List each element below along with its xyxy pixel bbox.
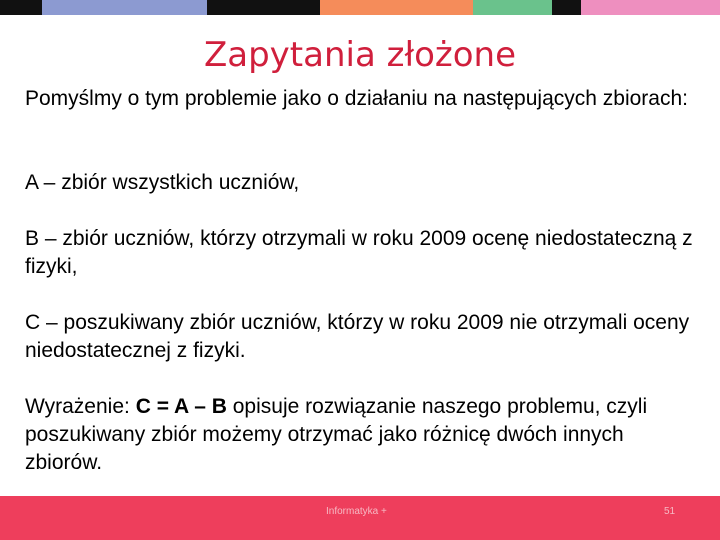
top-bar-segment bbox=[581, 0, 720, 15]
expression-prefix: Wyrażenie: bbox=[25, 395, 136, 418]
paragraph-intro: Pomyślmy o tym problemie jako o działaniu na następujących zbiorach: bbox=[25, 87, 688, 110]
page-number: 51 bbox=[664, 506, 676, 517]
paragraph-set-c: C – poszukiwany zbiór uczniów, którzy w roku 2009 nie otrzymali oceny niedostatecznej z fizyki. bbox=[25, 311, 690, 362]
top-bar-segment bbox=[42, 0, 207, 15]
top-color-bar bbox=[0, 0, 720, 15]
slide-title: Zapytania złożone bbox=[203, 35, 517, 75]
top-bar-segment bbox=[207, 0, 320, 15]
expression-description: opisuje rozwiązanie naszego problemu, czyli poszukiwany zbiór możemy otrzymać jako różnicę dwóch innych zbiorów. bbox=[25, 395, 648, 474]
top-bar-segment bbox=[473, 0, 552, 15]
footer-label: Informatyka + bbox=[326, 506, 387, 517]
top-bar-segment bbox=[0, 0, 42, 15]
top-bar-segment bbox=[552, 0, 581, 15]
paragraph-expression bbox=[25, 393, 695, 477]
paragraph-set-a: A – zbiór wszystkich uczniów, bbox=[25, 171, 300, 194]
paragraph-set-b: B – zbiór uczniów, którzy otrzymali w roku 2009 ocenę niedostateczną z fizyki, bbox=[25, 227, 693, 278]
top-bar-segment bbox=[320, 0, 473, 15]
footer-bar bbox=[0, 496, 720, 540]
expression-formula: C = A – B bbox=[135, 395, 227, 418]
